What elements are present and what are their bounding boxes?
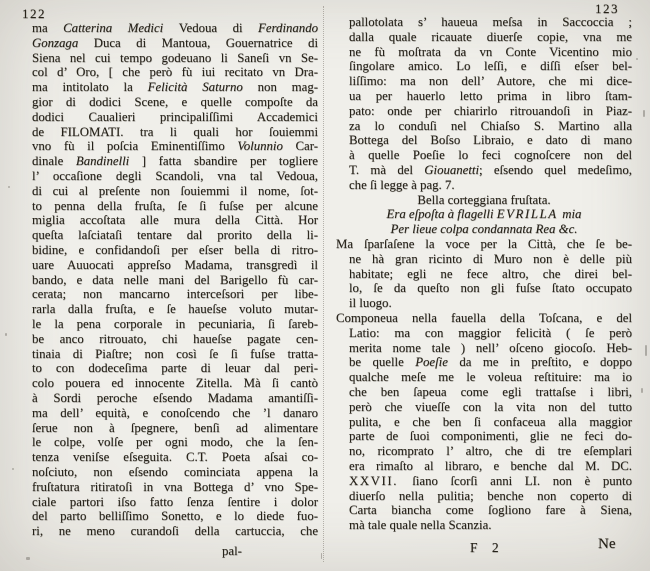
text-line <box>32 361 318 376</box>
text-line <box>336 237 632 252</box>
roman-text: tenza veniſse eſseguita. C.T. Poeta aſsai co- <box>32 450 318 465</box>
roman-text: à Sordi peroche eſsendo Madama amantiſſi- <box>32 390 318 405</box>
italic-text: Catterina Medici <box>63 21 179 35</box>
roman-text: che ſi legge à pag. 7. <box>349 177 455 192</box>
text-line <box>32 36 318 51</box>
text-line <box>32 228 318 243</box>
text-line <box>336 207 632 222</box>
roman-text: ma intitolato la <box>32 80 148 95</box>
text-line <box>32 450 318 465</box>
text-line <box>349 15 632 30</box>
italic-text: Felicità Saturno <box>147 80 258 95</box>
text-line <box>32 317 318 332</box>
scan-speck <box>636 58 638 60</box>
roman-text: merita nome tale ) nell’ oſceno giocoſo. Heb- <box>349 340 632 355</box>
text-line <box>349 296 632 311</box>
roman-text: liſſimo: ma non dell’ Autore, che mi dice- <box>349 74 632 89</box>
roman-text: era rimaſto al libraro, e benche dal M. DC. <box>349 458 632 473</box>
roman-text: col d’ Oro, [ che però fù iui recitato vn Dra- <box>32 65 318 80</box>
roman-text: dodici Caualieri principaliſſimi Accademici <box>32 109 318 124</box>
text-line <box>32 465 318 480</box>
text-line <box>349 326 632 341</box>
text-line <box>349 74 632 89</box>
scan-speck <box>641 388 643 393</box>
text-line <box>32 421 318 436</box>
scan-speck <box>8 186 10 188</box>
text-line <box>32 139 318 154</box>
roman-text: che ben ſapeua come egli trattaſse i libri, <box>349 384 632 399</box>
text-line <box>32 509 318 524</box>
roman-text: ; eſsendo quel medeſimo, <box>479 162 632 177</box>
text-line <box>32 302 318 317</box>
text-line <box>349 429 632 444</box>
roman-text: T. mà del <box>349 162 425 177</box>
scan-speck <box>643 110 645 117</box>
italic-text: Gonzaga <box>32 35 94 50</box>
scan-speck <box>645 345 647 356</box>
text-line <box>349 370 632 385</box>
roman-text: ] fatta sbandire per togliere <box>141 154 318 169</box>
catchword-left: pal- <box>222 544 242 558</box>
italic-text: Per lieue colpa condannata Rea &c. <box>390 222 578 237</box>
text-line <box>32 125 318 140</box>
italic-text: Volunnio <box>237 139 296 154</box>
roman-text: dalla quale ricauate diuerſe copie, vna me <box>349 29 632 44</box>
roman-text: ma <box>32 21 64 35</box>
roman-text: Siena nel cui tempo godeuano li Saneſi vn Se- <box>32 50 318 65</box>
roman-text: ri, ne meno curandoſi della cartuccia, che <box>32 524 318 539</box>
roman-text: bidine, e confidandoſi per eſser bella di ritro- <box>32 242 318 257</box>
text-line <box>349 355 632 370</box>
roman-text: di cui al preſente non ſouiemmi il nome, ſot- <box>32 183 318 198</box>
roman-text: cerata; non mancarno interceſsori per libe- <box>32 287 318 302</box>
roman-text: ne hà gran ricinto di Muro non è delle più <box>349 251 632 266</box>
roman-text: Carta biancha come ſogliono fare à Siena, <box>349 503 632 518</box>
text-line <box>336 193 632 208</box>
text-line <box>349 267 632 282</box>
roman-text: noſciuto, non eſsendo cominciata appena la <box>32 464 318 479</box>
text-line <box>32 154 318 169</box>
roman-text: habitate; egli ne fece altro, che direi bel- <box>349 266 632 281</box>
text-line <box>32 110 318 125</box>
text-line <box>349 178 632 193</box>
text-line <box>32 169 318 184</box>
roman-text: uare Auuocati appreſso Madama, transgredì il <box>32 257 318 272</box>
roman-text: gior di dodici Scene, e quelle compoſte da <box>32 94 318 109</box>
roman-text: fruſtatura ritiratoſi in vna Bottega d’ vno Spe- <box>32 479 318 494</box>
roman-text: Ma ſparſaſene la voce per la Città, che ſe be- <box>336 236 632 251</box>
roman-text: Componeua nella fauella della Toſcana, e del <box>336 310 632 325</box>
text-line <box>336 222 632 237</box>
text-line <box>32 21 318 36</box>
roman-text: Vedoua di <box>178 21 259 35</box>
roman-text: be anco ritrouato, chi haueſse pagate cen- <box>32 331 318 346</box>
text-line <box>32 213 318 228</box>
text-line <box>349 30 632 45</box>
text-line <box>32 435 318 450</box>
column-divider-line <box>323 6 324 562</box>
text-line <box>32 51 318 66</box>
roman-text: za lo conduſi nel Chiaſso S. Martino alla <box>349 118 632 133</box>
text-line <box>349 148 632 163</box>
roman-text: tinaia di Piaſtre; non così ſe ſi fuſse tratta- <box>32 346 318 361</box>
left-page-column <box>32 21 318 539</box>
roman-text: le colpe, volſe per ogni modo, che la ſen- <box>32 435 318 450</box>
roman-text: pallotolata s’ haueua meſsa in Saccoccia ; <box>349 15 632 29</box>
text-line <box>349 341 632 356</box>
text-line <box>32 243 318 258</box>
text-line <box>32 273 318 288</box>
text-line <box>349 385 632 400</box>
text-line <box>32 495 318 510</box>
right-page-column <box>336 15 632 533</box>
text-line <box>349 281 632 296</box>
italic-text: mia <box>562 207 582 222</box>
italic-text: Bandinelli <box>75 154 142 169</box>
roman-text: Car- <box>295 139 318 154</box>
italic-text: Era eſpoſta à flagelli <box>386 207 497 222</box>
roman-text: à quelle Poeſie lo feci cognoſcere non del <box>349 148 632 163</box>
roman-text: ne fù moſtrata da vn Conte Vicentino mio <box>349 44 632 59</box>
roman-text: da me in preſtito, e doppo <box>459 355 632 370</box>
page-number-left: 122 <box>22 6 46 21</box>
text-line <box>349 45 632 60</box>
text-line <box>32 287 318 302</box>
scan-speck <box>5 333 7 336</box>
roman-text: vno fù il poſcia Eminentiſſimo <box>32 139 238 154</box>
roman-text: be quelle <box>349 355 416 370</box>
text-line <box>349 133 632 148</box>
text-line <box>336 311 632 326</box>
roman-text: ſingolare amico. Lo leſſi, e diſſi eſser bel- <box>349 59 632 74</box>
text-line <box>32 406 318 421</box>
roman-text: ma dell’ equità, e conoſcendo che ’l danaro <box>32 405 318 420</box>
text-line <box>32 80 318 95</box>
roman-text: dinale <box>32 154 76 169</box>
text-line <box>32 376 318 391</box>
roman-text: ua per hauerlo letto prima in libro ſtam- <box>349 88 632 103</box>
text-line <box>349 400 632 415</box>
italic-text: Ferdinando <box>258 21 318 35</box>
roman-text: ſerue non à ſpegnere, benſi ad alimentare <box>32 420 318 435</box>
text-line <box>349 119 632 134</box>
roman-text: queſta laſciataſi tentare dal prorito della li- <box>32 228 318 243</box>
catchword-right: Ne <box>598 536 616 552</box>
roman-text: del parto belliſſimo Sonetto, e lo diede fuo- <box>32 509 318 524</box>
roman-text: rarla dalla fruſta, e ſe haueſse voluto mutar- <box>32 302 318 317</box>
roman-text: però che viueſſe con la vita non del tutto <box>349 399 632 414</box>
roman-text: Duca di Mantoua, Gouernatrice di <box>93 35 318 50</box>
scan-speck <box>26 557 30 560</box>
text-line <box>32 480 318 495</box>
text-line <box>349 89 632 104</box>
roman-text: bando, e data nelle mani del Barigello fù car- <box>32 272 318 287</box>
text-line <box>32 95 318 110</box>
roman-text: ſiano ſcorſi anni LI. non è punto <box>412 473 632 488</box>
italic-text: EVRILLA <box>496 207 563 222</box>
text-line <box>349 459 632 474</box>
roman-text: Bottega del Boſso Libraio, e dato di mano <box>349 133 632 148</box>
text-line <box>32 199 318 214</box>
text-line <box>349 59 632 74</box>
text-line <box>32 65 318 80</box>
roman-text: miglia accoſtata alle mura della Città. Hor <box>32 213 318 228</box>
italic-text: Poeſie <box>415 355 460 370</box>
text-line <box>349 489 632 504</box>
roman-text: XXVII. <box>349 473 413 488</box>
roman-text: Latio: ma con maggior felicità ( ſe però <box>349 325 632 340</box>
text-line <box>349 444 632 459</box>
roman-text: mà tale quale nella Scanzia. <box>349 518 492 533</box>
text-line <box>349 415 632 430</box>
roman-text: pato: onde per chiarirlo ritrouandoſi in Piaz- <box>349 103 632 118</box>
text-line <box>32 332 318 347</box>
text-line <box>32 524 318 539</box>
roman-text: no, ricomprato l’ altro, che di tre eſemplari <box>349 444 632 459</box>
roman-text: colo pouera ed innocente Zitella. Mà ſi cantò <box>32 376 318 391</box>
text-line <box>32 391 318 406</box>
text-line <box>349 503 632 518</box>
text-line <box>349 474 632 489</box>
roman-text: lo, ſe da queſto non gli fuſse ſtato occupato <box>349 281 632 296</box>
roman-text: to con dodeceſima parte di leuar dal peri- <box>32 361 318 376</box>
roman-text: non mag- <box>257 80 318 95</box>
text-line <box>349 252 632 267</box>
italic-text: Giouanetti <box>424 162 480 177</box>
text-line <box>32 347 318 362</box>
text-line <box>349 518 632 533</box>
signature-mark: F 2 <box>470 540 499 555</box>
text-line <box>32 258 318 273</box>
text-line <box>32 184 318 199</box>
roman-text: ciale partori iſso fatto ſenza ſentire i dolor <box>32 494 318 509</box>
roman-text: l’ occaſione degli Scandoli, vna tal Vedoua, <box>32 168 318 183</box>
roman-text: le la pena corporale in pecuniaria, ſi ſareb- <box>32 316 318 331</box>
scan-speck <box>321 553 322 559</box>
roman-text: il luogo. <box>349 296 392 311</box>
text-line <box>349 104 632 119</box>
page-number-right: 123 <box>595 1 619 16</box>
text-line <box>349 163 632 178</box>
roman-text: diuerſo nella pulitia; benche non coperto di <box>349 488 632 503</box>
roman-text: Bella corteggiana fruſtata. <box>417 192 551 207</box>
roman-text: de FILOMATI. tra li quali hor ſouiemmi <box>32 124 318 139</box>
roman-text: parte de ſuoi componimenti, glie ne feci do- <box>349 429 632 444</box>
roman-text: to penna della fruſta, ſe ſi fuſse per alcune <box>32 198 318 213</box>
roman-text: pulita, e che ben ſi confaceua alla maggior <box>349 414 632 429</box>
roman-text: qualche meſe me le voleua reſtituire: ma io <box>349 370 632 385</box>
scan-speck <box>12 468 14 470</box>
